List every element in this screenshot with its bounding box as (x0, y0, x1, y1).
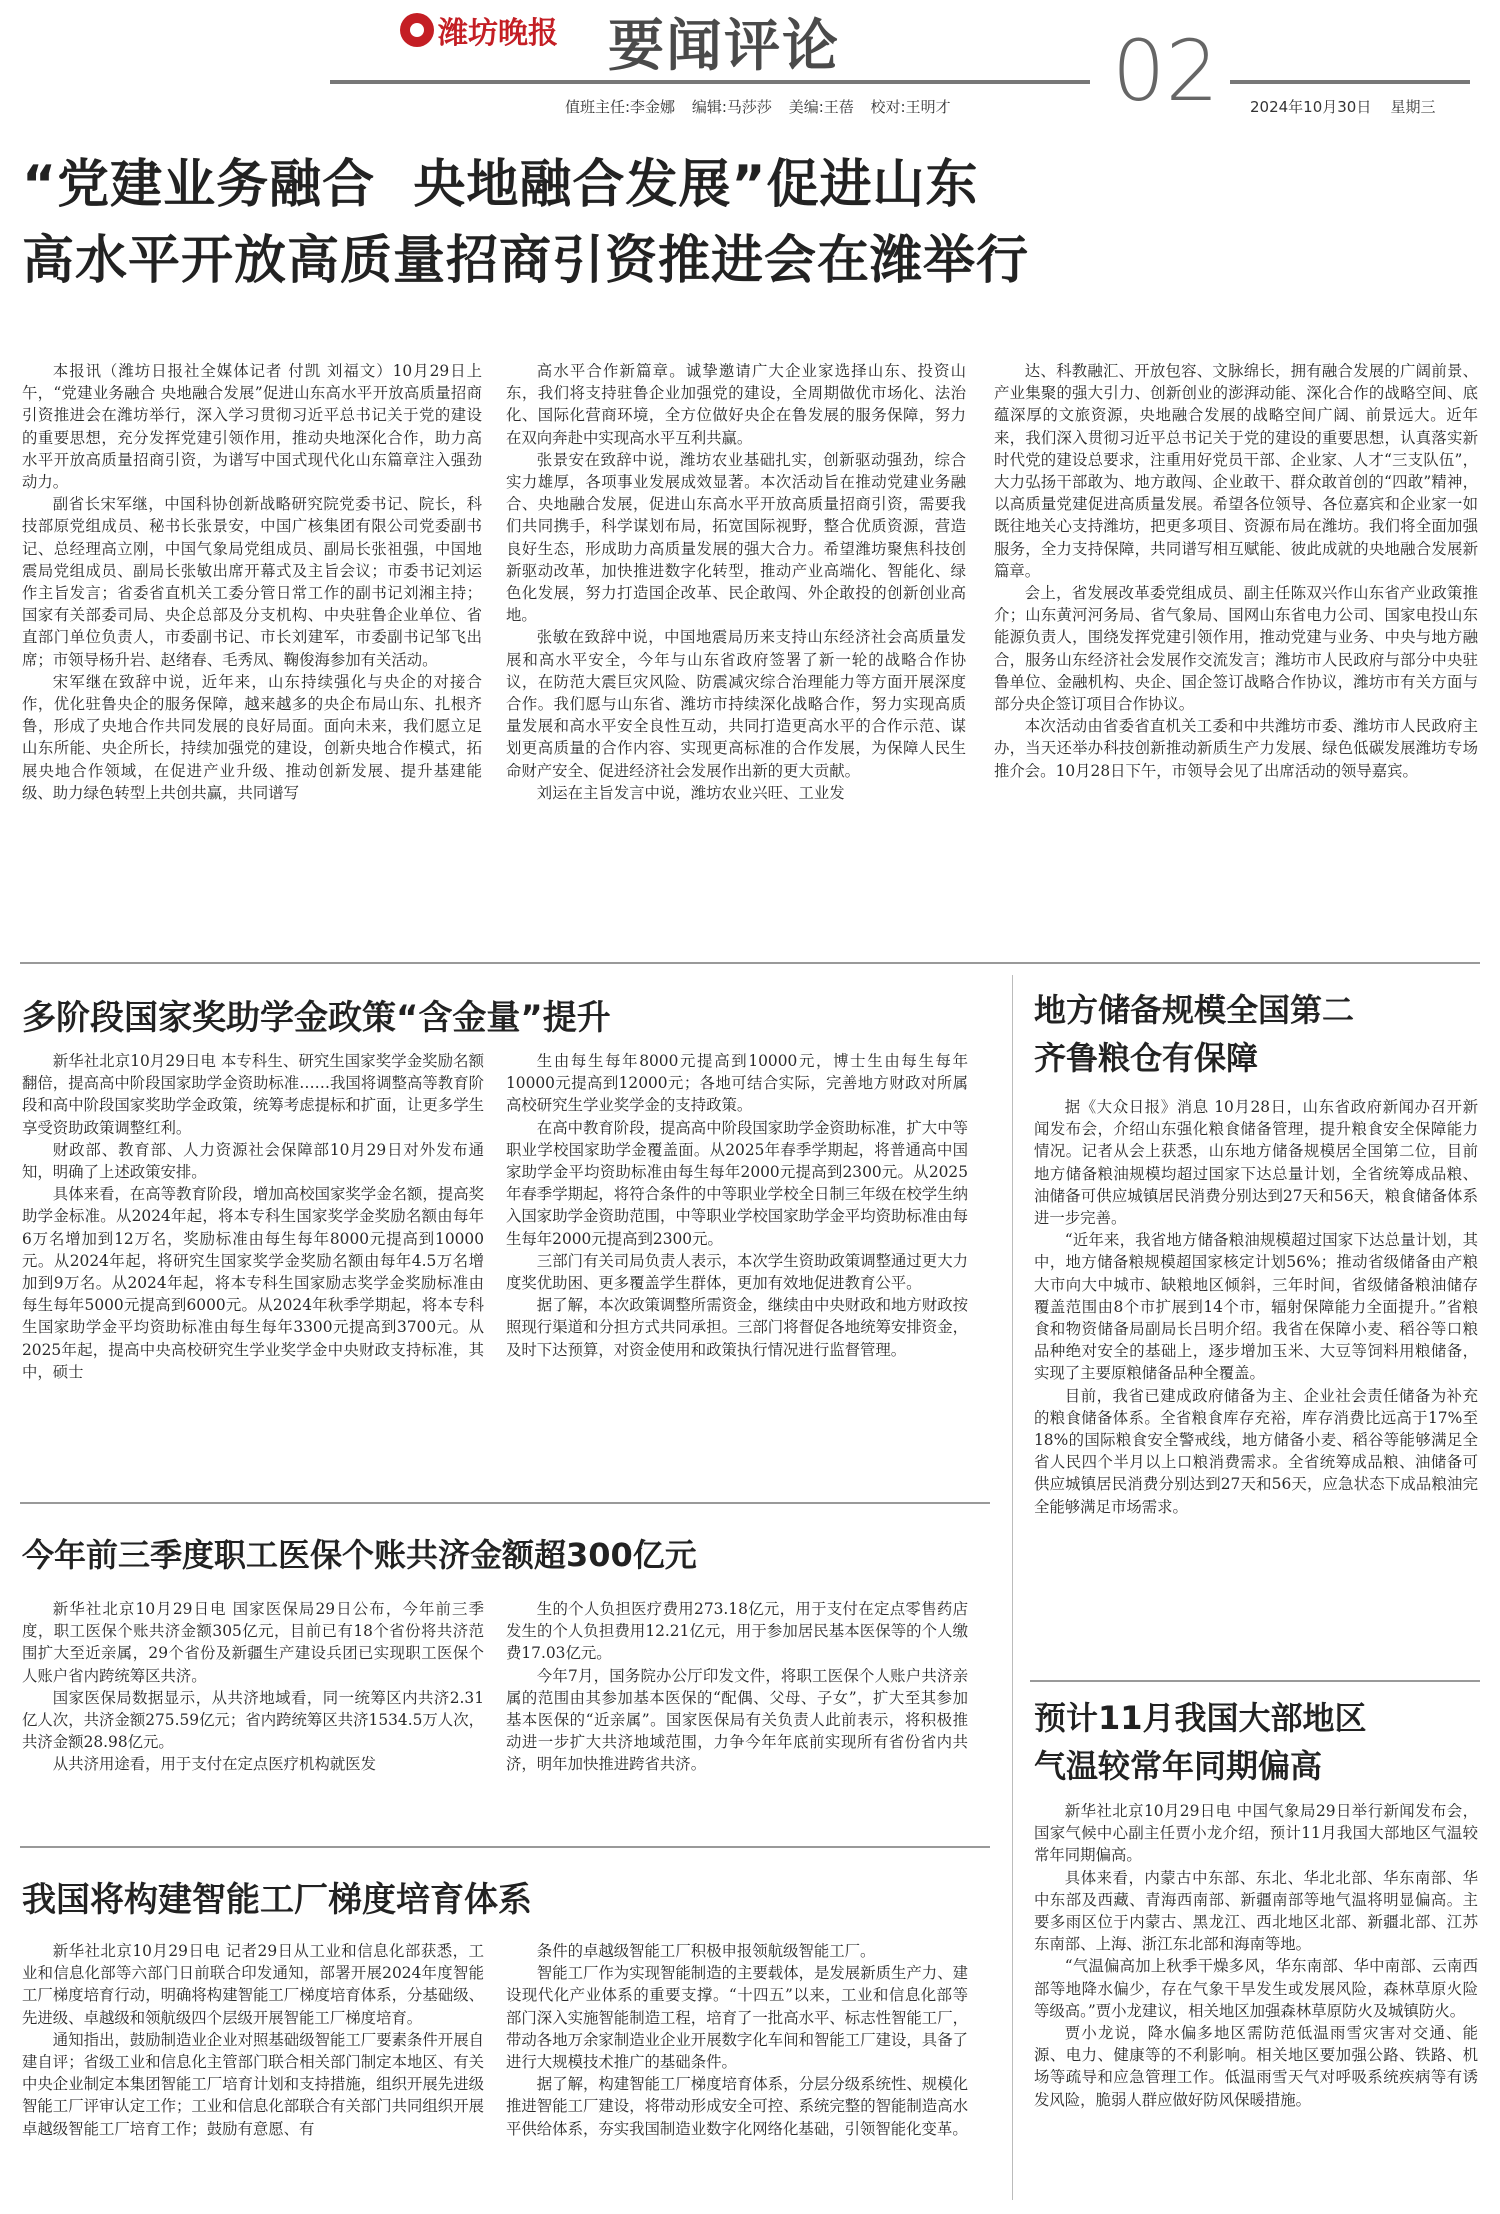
editor-credits (565, 96, 963, 117)
paragraph: 条件的卓越级智能工厂积极申报领航级智能工厂。 (536, 1942, 876, 1960)
section-divider (1030, 1680, 1480, 1682)
section-divider (20, 962, 1480, 964)
paragraph: 贾小龙说，降水偏多地区需防范低温雨雪灾害对交通、能源、电力、健康等的不利影响。相关地区要加强公路、铁路、机场等疏导和应急管理工作。低温雨雪天气对呼吸系统疾病等有诱发风险，脆弱人群应做好防风保暖措施。 (1034, 2024, 1478, 2109)
paragraph: 新华社北京10月29日电 中国气象局29日举行新闻发布会，国家气候中心副主任贾小龙介绍，预计11月我国大部地区气温较常年同期偏高。 (1034, 1802, 1478, 1865)
paragraph: 生的个人负担医疗费用273.18亿元，用于支付在定点零售药店发生的个人负担费用12.21亿元，用于参加居民基本医保等的个人缴费17.03亿元。 (506, 1600, 968, 1663)
paragraph: 张敏在致辞中说，中国地震局历来支持山东经济社会高质量发展和高水平安全，今年与山东省政府签署了新一轮的战略合作协议，在防范大震巨灾风险、防震减灾综合治理能力等方面开展深度合作。我们愿与山东省、潍坊市持续深化战略合作，努力实现高质量发展和高水平安全良性互动，共同打造更高水平的合作示范、谋划更高质量的合作内容、实现更高标准的合作发展，为保障人民生命财产安全、促进经济社会发展作出新的更大贡献。 (506, 628, 966, 780)
masthead-divider-right (1230, 80, 1470, 84)
logo-text: 潍坊晚报 (438, 16, 558, 51)
paragraph: 高水平合作新篇章。诚挚邀请广大企业家选择山东、投资山东，我们将支持驻鲁企业加强党的建设，全周期做优市场化、法治化、国际化营商环境，全方位做好央企在鲁发展的服务保障，努力在双向奔赴中实现高水平互利共赢。 (506, 362, 966, 447)
section-divider (20, 1846, 990, 1848)
paragraph: 智能工厂作为实现智能制造的主要载体，是发展新质生产力、建设现代化产业体系的重要支撑。“十四五”以来，工业和信息化部等部门深入实施智能制造工程，培育了一批高水平、标志性智能工厂，带动各地万余家制造业企业开展数字化车间和智能工厂建设，具备了进行大规模技术推广的基础条件。 (506, 1964, 968, 2072)
paragraph: 副省长宋军继，中国科协创新战略研究院党委书记、院长，科技部原党组成员、秘书长张景安，中国广核集团有限公司党委副书记、总经理高立刚，中国气象局党组成员、副局长张祖强，中国地震局党组成员、副局长张敏出席开幕式及主旨会议；市委书记刘运作主旨发言；省委省直机关工委分管日常工作的副书记刘湘主持；国家有关部委司局、央企总部及分支机构、中央驻鲁企业单位、省直部门单位负责人，市委副书记、市长刘建军，市委副书记邹飞出席；市领导杨升岩、赵绪春、毛秀凤、鞠俊海参加有关活动。 (22, 495, 482, 669)
medical-column-1 (22, 1598, 484, 1832)
paragraph: 目前，我省已建成政府储备为主、企业社会责任储备为补充的粮食储备体系。全省粮食库存充裕，库存消费比远高于17%至18%的国际粮食安全警戒线，地方储备小麦、稻谷等能够满足全省人民四个半月以上口粮消费需求。全省统筹成品粮、油储备可供应城镇居民消费分别达到27天和56天，应急状态下成品粮油完全能够满足市场需求。 (1034, 1386, 1478, 1516)
weather-headline-line1: 预计11月我国大部地区 (1034, 1699, 1367, 1737)
paragraph: 据了解，构建智能工厂梯度培育体系，分层分级系统性、规模化推进智能工厂建设，将带动形成安全可控、系统完整的智能制造高水平供给体系，夯实我国制造业数字化网络化基础，引领智能化变革。 (506, 2075, 968, 2138)
credit-item: 值班主任:李金娜 (565, 98, 676, 116)
credit-item: 美编:王蓓 (788, 98, 854, 116)
logo-mark-icon (400, 13, 434, 47)
paragraph: 具体来看，在高等教育阶段，增加高校国家奖学金名额，提高奖助学金标准。从2024年起，将本专科生国家奖学金奖励名额由每年6万名增加到12万名，奖励标准由每生每年8000元提高到10000元。从2024年起，将研究生国家奖学金奖励名额由每年4.5万名增加到9万名。从2024年起，将本专科生国家励志奖学金奖励标准由每生每年5000元提高到6000元。从2024年秋季学期起，将本专科生国家助学金平均资助标准由每生每年3300元提高到3700元。从2025年起，提高中央高校研究生学业奖学金中央财政支持标准，其中，硕士 (22, 1185, 484, 1381)
paragraph: 会上，省发展改革委党组成员、副主任陈双兴作山东省产业政策推介；山东黄河河务局、省气象局、国网山东省电力公司、国家电投山东能源负责人，围绕发挥党建引领作用，推动党建与业务、中央与地方融合，服务山东经济社会发展作交流发言；潍坊市人民政府与部分中央驻鲁单位、金融机构、央企、国企签订战略合作协议，潍坊市有关方面与部分央企签订项目合作协议。 (994, 584, 1478, 714)
credit-item: 校对:王明才 (870, 98, 951, 116)
grain-headline (1034, 986, 1354, 1082)
section-divider (20, 1502, 990, 1504)
issue-weekday: 星期三 (1390, 98, 1436, 116)
page-number: 02 (1112, 22, 1219, 120)
paragraph: 从共济用途看，用于支付在定点医疗机构就医发 (52, 1755, 377, 1774)
paragraph: 张景安在致辞中说，潍坊农业基础扎实，创新驱动强劲，综合实力雄厚，各项事业发展成效显著。本次活动旨在推动党建业务融合、央地融合发展，促进山东高水平开放高质量招商引资，需要我们共同携手，科学谋划布局，拓宽国际视野，整合优质资源，营造良好生态，形成助力高质量发展的强大合力。希望潍坊聚焦科技创新驱动改革，加快推进数字化转型，推动产业高端化、智能化、绿色化发展，努力打造国企改革、民企敢闯、外企敢投的创新创业高地。 (506, 450, 966, 625)
scholarship-column-1 (22, 1050, 484, 1488)
paragraph: 达、科教融汇、开放包容、文脉绵长，拥有融合发展的广阔前景、产业集聚的强大引力、创新创业的澎湃动能、深化合作的战略空间、底蕴深厚的文旅资源，央地融合发展的战略空间广阔、前景远大。近年来，我们深入贯彻习近平总书记关于党的建设的重要思想，认真落实新时代党的建设总要求，注重用好党员干部、企业家、人才“三支队伍”，大力弘扬干部敢为、地方敢闯、企业敢干、群众敢首创的“四敢”精神，以高质量党建促进高质量发展。希望各位领导、各位嘉宾和企业家一如既往地关心支持潍坊，把更多项目、资源布局在潍坊。我们将全面加强服务，全力支持保障，共同谱写相互赋能、彼此成就的央地融合发展新篇章。 (994, 362, 1478, 580)
paragraph: 宋军继在致辞中说，近年来，山东持续强化与央企的对接合作，优化驻鲁央企的服务保障，越来越多的央企布局山东、扎根齐鲁，形成了央地合作共同发展的良好局面。面向未来，我们愿立足山东所能、央企所长，持续加强党的建设，创新央地合作模式，拓展央地合作领域，在促进产业升级、推动创新发展、提升基建能级、助力绿色转型上共创共赢，共同谱写 (22, 672, 482, 802)
lead-column-1 (22, 360, 482, 952)
lead-headline-line2: 高水平开放高质量招商引资推进会在潍举行 (22, 231, 1030, 291)
dateline (1250, 96, 1435, 117)
paragraph: 本报讯（潍坊日报社全媒体记者 付凯 刘福文）10月29日上午，“党建业务融合 央地融合发展”促进山东高水平开放高质量招商引资推进会在潍坊举行，深入学习贯彻习近平总书记关于党的建设的重要思想，充分发挥党建引领作用，推动央地深化合作，助力高水平开放高质量招商引资，为谱写中国式现代化山东篇章注入强劲动力。 (22, 362, 482, 492)
paragraph: 生由每生每年8000元提高到10000元，博士生由每生每年10000元提高到12000元；各地可结合实际，完善地方财政对所属高校研究生学业奖学金的支持政策。 (506, 1052, 968, 1115)
paragraph: 财政部、教育部、人力资源社会保障部10月29日对外发布通知，明确了上述政策安排。 (22, 1140, 484, 1182)
paragraph: “近年来，我省地方储备粮油规模超过国家下达总量计划，其中，地方储备粮规模超国家核定计划56%；推动省级储备由产粮大市向大中城市、缺粮地区倾斜，三年时间，省级储备粮油储存覆盖范围由8个市扩展到14个市，辐射保障能力全面提升。”省粮食和物资储备局副局长吕明介绍。我省在保障小麦、稻谷等口粮品种绝对安全的基础上，逐步增加玉米、大豆等饲料用粮储备，实现了主要原粮储备品种全覆盖。 (1034, 1231, 1478, 1383)
paragraph: 据《大众日报》消息 10月28日，山东省政府新闻办召开新闻发布会，介绍山东强化粮食储备管理，提升粮食安全保障能力情况。记者从会上获悉，山东地方储备规模居全国第二位，目前地方储备粮油规模均超过国家下达总量计划，全省统筹成品粮、油储备可供应城镇居民消费分别达到27天和56天，粮食储备体系进一步完善。 (1034, 1098, 1478, 1228)
paragraph: 国家医保局数据显示，从共济地域看，同一统筹区内共济2.31亿人次，共济金额275.59亿元；省内跨统筹区共济1534.5万人次，共济金额28.98亿元。 (22, 1688, 484, 1752)
scholarship-column-2 (506, 1050, 968, 1488)
paragraph: 通知指出，鼓励制造业企业对照基础级智能工厂要素条件开展自建自评；省级工业和信息化主管部门联合相关部门制定本地区、有关中央企业制定本集团智能工厂培育计划和支持措施，组织开展先进级智能工厂评审认定工作；工业和信息化部联合有关部门共同组织开展卓越级智能工厂培育工作；鼓励有意愿、有 (22, 2030, 484, 2138)
paragraph: “气温偏高加上秋季干燥多风，华东南部、华中南部、云南西部等地降水偏少，存在气象干旱发生或发展风险，森林草原火险等级高。”贾小龙建议，相关地区加强森林草原防火及城镇防火。 (1034, 1957, 1478, 2020)
credit-item: 编辑:马莎莎 (691, 98, 772, 116)
paragraph: 新华社北京10月29日电 国家医保局29日公布，今年前三季度，职工医保个账共济金额305亿元，目前已有18个省份将共济范围扩大至近亲属，29个省份及新疆生产建设兵团已实现职工医保个人账户省内跨统筹区共济。 (22, 1600, 484, 1685)
paragraph: 本次活动由省委省直机关工委和中共潍坊市委、潍坊市人民政府主办，当天还举办科技创新推动新质生产力发展、绿色低碳发展潍坊专场推介会。10月28日下午，市领导会见了出席活动的领导嘉宾。 (994, 717, 1478, 780)
paragraph: 具体来看，内蒙古中东部、东北、华北北部、华东南部、华中东部及西藏、青海西南部、新疆南部等地气温将明显偏高。主要多雨区位于内蒙古、黑龙江、西北地区北部、新疆北部、江苏东南部、上海、浙江东北部和海南等地。 (1034, 1868, 1478, 1954)
factory-column-1 (22, 1940, 484, 2202)
paragraph: 在高中教育阶段，提高高中阶段国家助学金资助标准，扩大中等职业学校国家助学金覆盖面。从2025年春季学期起，将普通高中国家助学金平均资助标准由每生每年2000元提高到2300元。从2025年春季学期起，将符合条件的中等职业学校全日制三年级在校学生纳入国家助学金资助范围，中等职业学校国家助学金平均资助标准由每生每年2000元提高到2300元。 (506, 1118, 968, 1248)
section-title: 要闻评论 (608, 13, 840, 79)
paragraph: 新华社北京10月29日电 本专科生、研究生国家奖学金奖励名额翻倍，提高高中阶段国家助学金资助标准……我国将调整高等教育阶段和高中阶段国家奖助学金政策，统筹考虑提标和扩面，让更多学生享受资助政策调整红利。 (22, 1052, 484, 1137)
paragraph: 刘运在主旨发言中说，潍坊农业兴旺、工业发 (536, 783, 845, 802)
grain-headline-line1: 地方储备规模全国第二 (1034, 991, 1355, 1029)
weather-headline-line2: 气温较常年同期偏高 (1034, 1747, 1323, 1785)
lead-headline-line1: “党建业务融合 央地融合发展”促进山东 (22, 155, 979, 215)
weather-body (1034, 1800, 1478, 2202)
medical-column-2 (506, 1598, 968, 1832)
grain-body (1034, 1096, 1478, 1676)
grain-headline-line2: 齐鲁粮仓有保障 (1034, 1039, 1259, 1077)
masthead-divider (330, 80, 1090, 84)
lead-column-3 (994, 360, 1478, 952)
masthead (0, 0, 1500, 130)
weather-headline (1034, 1694, 1367, 1790)
issue-date: 2024年10月30日 (1250, 98, 1372, 116)
column-divider (1012, 975, 1013, 2200)
paragraph: 三部门有关司局负责人表示，本次学生资助政策调整通过更大力度奖优助困、更多覆盖学生群体，更加有效地促进教育公平。 (506, 1251, 968, 1293)
lead-column-2 (506, 360, 966, 952)
paragraph: 新华社北京10月29日电 记者29日从工业和信息化部获悉，工业和信息化部等六部门日前联合印发通知，部署开展2024年度智能工厂梯度培育行动，明确将构建智能工厂梯度培育体系，分基础级、先进级、卓越级和领航级四个层级开展智能工厂梯度培育。 (22, 1942, 484, 2027)
paragraph: 据了解，本次政策调整所需资金，继续由中央财政和地方财政按照现行渠道和分担方式共同承担。三部门将督促各地统筹安排资金，及时下达预算，对资金使用和政策执行情况进行监督管理。 (506, 1296, 968, 1359)
factory-column-2 (506, 1940, 968, 2202)
factory-headline: 我国将构建智能工厂梯度培育体系 (22, 1880, 532, 1920)
medical-headline: 今年前三季度职工医保个账共济金额超300亿元 (22, 1536, 697, 1574)
paragraph: 今年7月，国务院办公厅印发文件，将职工医保个人账户共济亲属的范围由其参加基本医保的“配偶、父母、子女”，扩大至其参加基本医保的“近亲属”。国家医保局有关负责人此前表示，将积极推动进一步扩大共济地域范围，力争今年年底前实现所有省份省内共济，明年加快推进跨省共济。 (506, 1666, 968, 1774)
newspaper-logo (400, 8, 558, 52)
scholarship-headline: 多阶段国家奖助学金政策“含金量”提升 (22, 998, 611, 1038)
